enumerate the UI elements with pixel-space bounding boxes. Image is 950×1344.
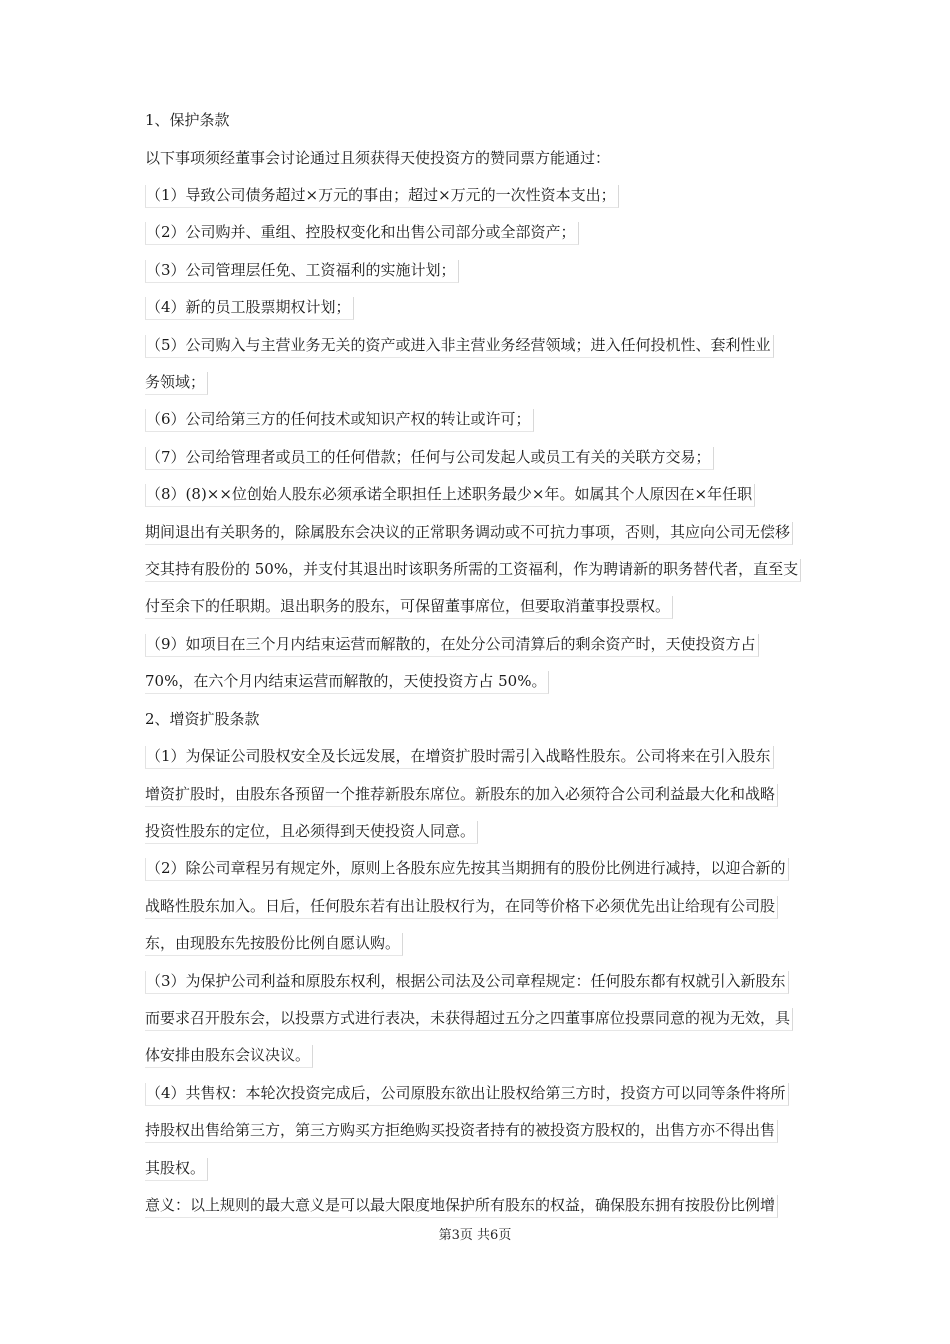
clause-item-9-cont: 70%，在六个月内结束运营而解散的，天使投资方占 50%。 (145, 671, 549, 694)
increase-item-2-cont: 战略性股东加入。日后，任何股东若有出让股权行为，在同等价格下必须优先出让给现有公司股 (145, 896, 778, 919)
clause-item-5-cont: 务领域； (145, 372, 208, 395)
section-heading-protection: 1、保护条款 (145, 111, 230, 129)
clause-item-8-cont: 期间退出有关职务的，除属股东会决议的正常职务调动或不可抗力事项，否则，其应向公司无偿移 (145, 522, 793, 545)
increase-item-4-cont: 持股权出售给第三方，第三方购买方拒绝购买投资者持有的被投资方股权的，出售方亦不得出售 (145, 1120, 778, 1143)
increase-item-3: （3）为保护公司利益和原股东权利，根据公司法及公司章程规定：任何股东都有权就引入新股东 (145, 971, 789, 994)
increase-item-1-cont: 投资性股东的定位，且必须得到天使投资人同意。 (145, 821, 478, 844)
increase-item-3-cont: 体安排由股东会议决议。 (145, 1045, 313, 1068)
increase-item-2: （2）除公司章程另有规定外，原则上各股东应先按其当期拥有的股份比例进行减持，以迎合新的 (145, 858, 789, 881)
increase-item-1-cont: 增资扩股时，由股东各预留一个推荐新股东席位。新股东的加入必须符合公司利益最大化和战略 (145, 784, 778, 807)
clause-item-8-cont: 交其持有股份的 50%，并支付其退出时该职务所需的工资福利，作为聘请新的职务替代者，直至支 (145, 559, 801, 582)
clause-item-4: （4）新的员工股票期权计划； (145, 297, 354, 320)
paragraph-line: 以下事项须经董事会讨论通过且须获得天使投资方的赞同票方能通过： (145, 149, 611, 167)
clause-item-3: （3）公司管理层任免、工资福利的实施计划； (145, 260, 459, 283)
clause-item-8-cont: 付至余下的任职期。退出职务的股东，可保留董事席位，但要取消董事投票权。 (145, 596, 673, 619)
clause-item-5: （5）公司购入与主营业务无关的资产或进入非主营业务经营领域；进入任何投机性、套利性业 (145, 335, 774, 358)
clause-item-2: （2）公司购并、重组、控股权变化和出售公司部分或全部资产； (145, 222, 579, 245)
significance-paragraph: 意义：以上规则的最大意义是可以最大限度地保护所有股东的权益，确保股东拥有按股份比例增 (145, 1195, 778, 1218)
clause-item-6: （6）公司给第三方的任何技术或知识产权的转让或许可； (145, 409, 534, 432)
section-heading-capital-increase: 2、增资扩股条款 (145, 710, 260, 728)
page-number-footer: 第3页 共6页 (438, 1228, 512, 1243)
clause-item-7: （7）公司给管理者或员工的任何借款；任何与公司发起人或员工有关的关联方交易； (145, 447, 714, 470)
increase-item-3-cont: 而要求召开股东会，以投票方式进行表决，未获得超过五分之四董事席位投票同意的视为无效，具 (145, 1008, 793, 1031)
clause-item-9: （9）如项目在三个月内结束运营而解散的，在处分公司清算后的剩余资产时，天使投资方占 (145, 634, 759, 657)
increase-item-2-cont: 东，由现股东先按股份比例自愿认购。 (145, 933, 403, 956)
clause-item-8: （8）(8)××位创始人股东必须承诺全职担任上述职务最少×年。如属其个人原因在×年任职 (145, 484, 755, 507)
increase-item-1: （1）为保证公司股权安全及长远发展，在增资扩股时需引入战略性股东。公司将来在引入股东 (145, 746, 774, 769)
increase-item-4-cont: 其股权。 (145, 1158, 208, 1181)
increase-item-4: （4）共售权：本轮次投资完成后，公司原股东欲出让股权给第三方时，投资方可以同等条件将所 (145, 1083, 789, 1106)
clause-item-1: （1）导致公司债务超过×万元的事由；超过×万元的一次性资本支出； (145, 185, 619, 208)
